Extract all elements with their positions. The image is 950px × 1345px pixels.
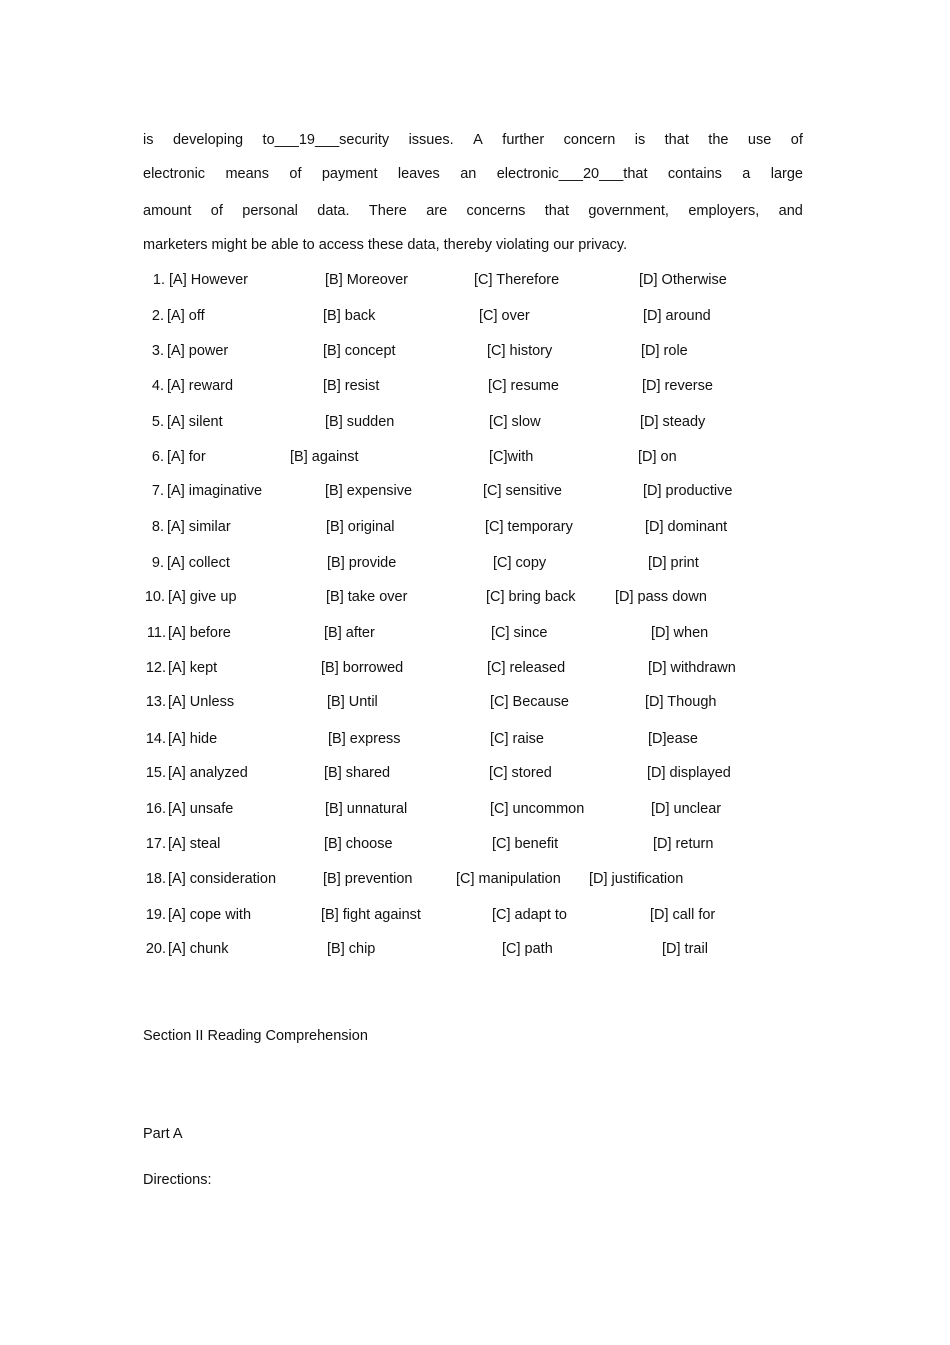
question-number: 5. [151, 414, 164, 430]
passage-word: an [460, 166, 477, 182]
passage-word: of [210, 203, 223, 219]
passage-word: payment [321, 166, 378, 182]
option-b: [B] concept [323, 343, 396, 359]
question-number: 20. [145, 941, 166, 957]
question-row [0, 517, 950, 537]
question-number: 10. [144, 589, 165, 605]
option-b: [B] back [323, 308, 376, 324]
question-number: 1. [152, 272, 165, 288]
option-d: [D] on [638, 449, 677, 465]
question-number: 9. [151, 555, 164, 571]
question-row [0, 834, 950, 854]
question-number: 18. [145, 871, 166, 887]
passage-word: amount [143, 203, 192, 219]
question-row [0, 763, 950, 783]
question-number: 15. [145, 765, 166, 781]
option-d: [D] reverse [642, 378, 713, 394]
passage-word: and [778, 203, 803, 219]
option-a: [A] collect [167, 555, 230, 571]
option-c: [C] benefit [492, 836, 559, 852]
question-row [0, 869, 950, 889]
passage-word: government, [588, 203, 669, 219]
option-d: [D]ease [648, 731, 698, 747]
option-d: [D] trail [662, 941, 708, 957]
option-b: [B] unnatural [325, 801, 408, 817]
directions-label: Directions: [143, 1172, 212, 1188]
passage-line-2 [143, 164, 803, 184]
passage-line-1 [143, 130, 803, 150]
option-d: [D] Though [645, 694, 717, 710]
passage-line-3 [143, 201, 803, 221]
question-number: 6. [151, 449, 164, 465]
option-d: [D] withdrawn [648, 660, 736, 676]
question-number: 19. [145, 907, 166, 923]
option-d: [D] displayed [647, 765, 731, 781]
option-d: [D] justification [589, 871, 684, 887]
passage-word: concern [563, 132, 616, 148]
passage-word: concerns [466, 203, 526, 219]
option-a: [A] cope with [168, 907, 252, 923]
option-c: [C] sensitive [483, 483, 562, 499]
passage-word: use [747, 132, 772, 148]
question-row [0, 306, 950, 326]
option-c: [C] since [491, 625, 548, 641]
option-d: [D] Otherwise [639, 272, 727, 288]
option-b: [B] fight against [321, 907, 421, 923]
passage-word: means [225, 166, 269, 182]
option-b: [B] expensive [325, 483, 413, 499]
passage-word: personal [242, 203, 298, 219]
question-row [0, 270, 950, 290]
question-number: 8. [151, 519, 164, 535]
option-a: [A] steal [168, 836, 221, 852]
passage-word: employers, [688, 203, 760, 219]
option-a: [A] Unless [168, 694, 235, 710]
passage-word: a [742, 166, 751, 182]
question-row [0, 447, 950, 467]
option-b: [B] prevention [323, 871, 413, 887]
option-d: [D] unclear [651, 801, 722, 817]
passage-word: is [143, 132, 154, 148]
option-b: [B] against [290, 449, 359, 465]
passage-word: that [664, 132, 689, 148]
option-c: [C] resume [488, 378, 559, 394]
option-c: [C] released [487, 660, 566, 676]
option-c: [C] raise [490, 731, 544, 747]
option-b: [B] after [324, 625, 375, 641]
option-a: [A] unsafe [168, 801, 234, 817]
option-a: [A] reward [167, 378, 234, 394]
option-d: [D] return [653, 836, 714, 852]
question-row [0, 905, 950, 925]
option-c: [C] adapt to [492, 907, 567, 923]
option-b: [B] choose [324, 836, 393, 852]
option-c: [C] path [502, 941, 553, 957]
option-c: [C] manipulation [456, 871, 561, 887]
question-number: 16. [145, 801, 166, 817]
option-c: [C] copy [493, 555, 547, 571]
question-row [0, 799, 950, 819]
passage-word: electronic [143, 166, 206, 182]
option-d: [D] role [641, 343, 688, 359]
passage-word: are [426, 203, 448, 219]
option-a: [A] power [167, 343, 229, 359]
option-b: [B] Moreover [325, 272, 408, 288]
option-a: [A] before [168, 625, 231, 641]
question-number: 4. [151, 378, 164, 394]
passage-word: of [790, 132, 803, 148]
option-a: [A] for [167, 449, 206, 465]
option-d: [D] pass down [615, 589, 707, 605]
option-d: [D] productive [643, 483, 733, 499]
question-row [0, 412, 950, 432]
passage-word: further [502, 132, 545, 148]
option-b: [B] Until [327, 694, 378, 710]
option-b: [B] borrowed [321, 660, 404, 676]
passage-word: A [473, 132, 483, 148]
option-d: [D] when [651, 625, 709, 641]
question-number: 17. [145, 836, 166, 852]
option-c: [C] over [479, 308, 530, 324]
option-c: [C] Because [490, 694, 569, 710]
passage-word: the [708, 132, 729, 148]
option-c: [C] Therefore [474, 272, 560, 288]
passage-word: to___19___security [262, 132, 390, 148]
option-b: [B] resist [323, 378, 380, 394]
question-number: 14. [145, 731, 166, 747]
question-number: 11. [146, 625, 166, 641]
option-c: [C] bring back [486, 589, 576, 605]
section-title: Section II Reading Comprehension [143, 1028, 368, 1044]
question-row [0, 729, 950, 749]
option-b: [B] shared [324, 765, 391, 781]
option-c: [C] uncommon [490, 801, 585, 817]
option-b: [B] sudden [325, 414, 395, 430]
option-d: [D] call for [650, 907, 716, 923]
option-c: [C] temporary [485, 519, 573, 535]
passage-word: There [368, 203, 407, 219]
option-b: [B] take over [326, 589, 408, 605]
option-a: [A] consideration [168, 871, 277, 887]
option-c: [C]with [489, 449, 534, 465]
question-row [0, 553, 950, 573]
option-b: [B] provide [327, 555, 397, 571]
option-b: [B] original [326, 519, 395, 535]
option-a: [A] similar [167, 519, 231, 535]
passage-word: contains [667, 166, 722, 182]
question-row [0, 939, 950, 959]
option-b: [B] express [328, 731, 401, 747]
option-d: [D] around [643, 308, 711, 324]
question-number: 12. [145, 660, 166, 676]
passage-word: leaves [397, 166, 440, 182]
passage-word: electronic___20___that [496, 166, 648, 182]
question-row [0, 481, 950, 501]
passage-word: is [634, 132, 646, 148]
question-number: 3. [151, 343, 164, 359]
question-row [0, 376, 950, 396]
question-row [0, 692, 950, 712]
option-d: [D] print [648, 555, 699, 571]
option-a: [A] analyzed [168, 765, 248, 781]
question-row [0, 658, 950, 678]
passage-word: issues. [408, 132, 454, 148]
question-row [0, 587, 950, 607]
question-number: 2. [151, 308, 164, 324]
question-row [0, 623, 950, 643]
option-a: [A] silent [167, 414, 223, 430]
option-a: [A] imaginative [167, 483, 263, 499]
option-a: [A] off [167, 308, 205, 324]
option-a: [A] kept [168, 660, 218, 676]
question-row [0, 341, 950, 361]
passage-line-4: marketers might be able to access these data, thereby violating our privacy. [143, 237, 628, 253]
option-c: [C] history [487, 343, 553, 359]
passage-word: large [770, 166, 803, 182]
option-a: [A] give up [168, 589, 237, 605]
option-a: [A] hide [168, 731, 218, 747]
option-b: [B] chip [327, 941, 376, 957]
option-a: [A] chunk [168, 941, 229, 957]
passage-word: that [544, 203, 569, 219]
question-number: 7. [151, 483, 164, 499]
passage-word: developing [172, 132, 244, 148]
part-title: Part A [143, 1126, 183, 1142]
option-a: [A] However [169, 272, 248, 288]
passage-word: data. [317, 203, 350, 219]
option-c: [C] stored [489, 765, 552, 781]
passage-word: of [289, 166, 302, 182]
option-d: [D] steady [640, 414, 706, 430]
option-d: [D] dominant [645, 519, 728, 535]
option-c: [C] slow [489, 414, 541, 430]
question-number: 13. [145, 694, 166, 710]
